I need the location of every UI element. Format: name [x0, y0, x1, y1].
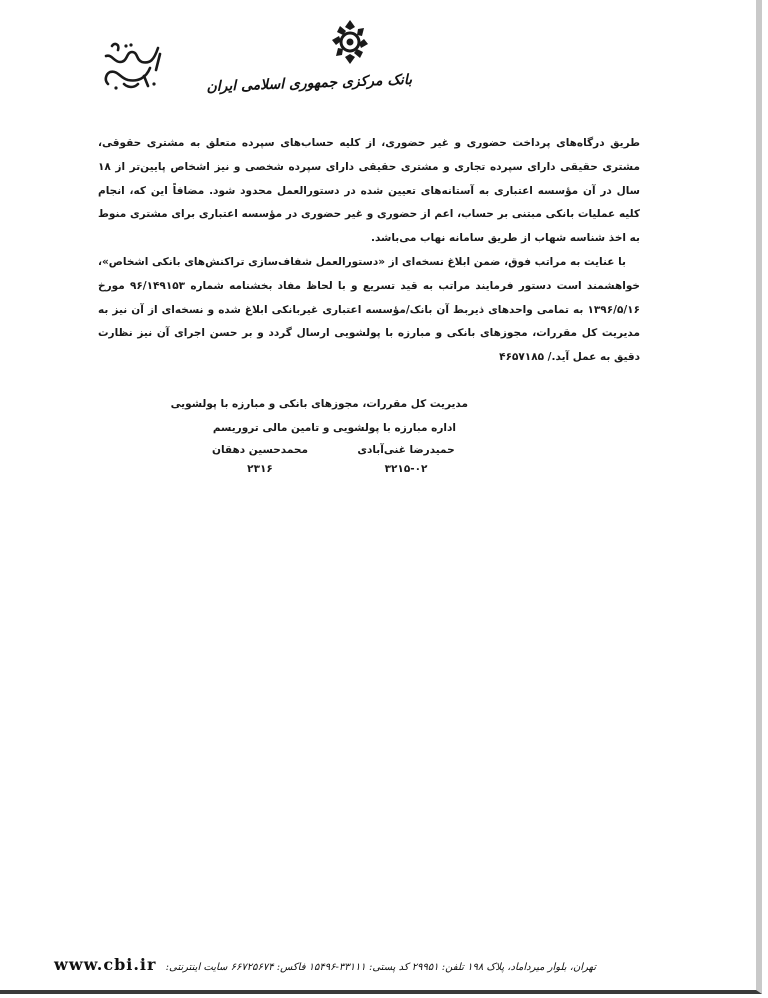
signer-name: حمیدرضا غنی‌آبادی — [357, 444, 455, 456]
footer-website-link[interactable]: www.cbi.ir — [54, 955, 157, 974]
slogan-calligraphy — [98, 40, 166, 92]
signer-code: ۲۳۱۶ — [247, 463, 273, 475]
signer-code: ۳۲۱۵-۰۲ — [384, 463, 428, 475]
body-paragraph: با عنایت به مراتب فوق، ضمن ابلاغ نسخه‌ای از «دستورالعمل شفاف‌سازی تراکنش‌های بانکی اشخاص»، خواهشمند است دستور فرمایند مراتب به قید تسریع و با لحاظ مفاد بخشنامه شماره ۹۶/۱۴۹۱۵۳ مورخ ۱۳۹۶/۵/۱۶ به تمامی واحدهای ذیربط آن بانک/مؤسسه اعتباری غیربانکی ابلاغ شده و نسخه‌ای از آن نیز به مدیریت کل مقررات، مجوزهای بانکی و مبارزه با پولشویی ارسال گردد و بر حسن اجرای آن نیز نظارت دقیق به عمل آید./ ۴۶۵۷۱۸۵ — [98, 255, 640, 364]
signer-block — [350, 444, 462, 475]
signature-department: مدیریت کل مقررات، مجوزهای بانکی و مبارزه با پولشویی — [170, 398, 468, 410]
footer-contact — [54, 952, 596, 978]
letter-body — [98, 132, 640, 370]
footer-address: تهران، بلوار میرداماد، پلاک ۱۹۸ تلفن: ۲۹۹۵۱ کد پستی: ۳۳۱۱۱-۱۵۴۹۶ فاکس: ۶۶۷۲۵۶۷۴ سایت اینترنتی: — [165, 962, 596, 973]
signer-name: محمدحسین دهقان — [212, 444, 308, 456]
central-bank-emblem-icon — [328, 18, 372, 66]
bank-name: بانک مرکزی جمهوری اسلامی ایران — [206, 71, 413, 96]
body-paragraph: طریق درگاه‌های پرداخت حضوری و غیر حضوری، از کلیه حساب‌های سپرده متعلق به مشتری حقوقی، مشتری حقیقی دارای سپرده تجاری و مشتری حقیقی دارای سپرده شخصی و نیز اشخاص پایین‌تر از ۱۸ سال در آن مؤسسه اعتباری به آستانه‌های تعیین شده در دستورالعمل محدود شود. مضافاً این که، انجام کلیه عملیات بانکی مبتنی بر حساب، اعم از حضوری و غیر حضوری در مؤسسه اعتباری برای مشتری منوط به اخذ شناسه شهاب از طریق سامانه نهاب می‌باشد. — [98, 137, 640, 245]
signer-block — [198, 444, 322, 475]
signature-office: اداره مبارزه با پولشویی و تامین مالی تروریسم — [212, 422, 456, 434]
